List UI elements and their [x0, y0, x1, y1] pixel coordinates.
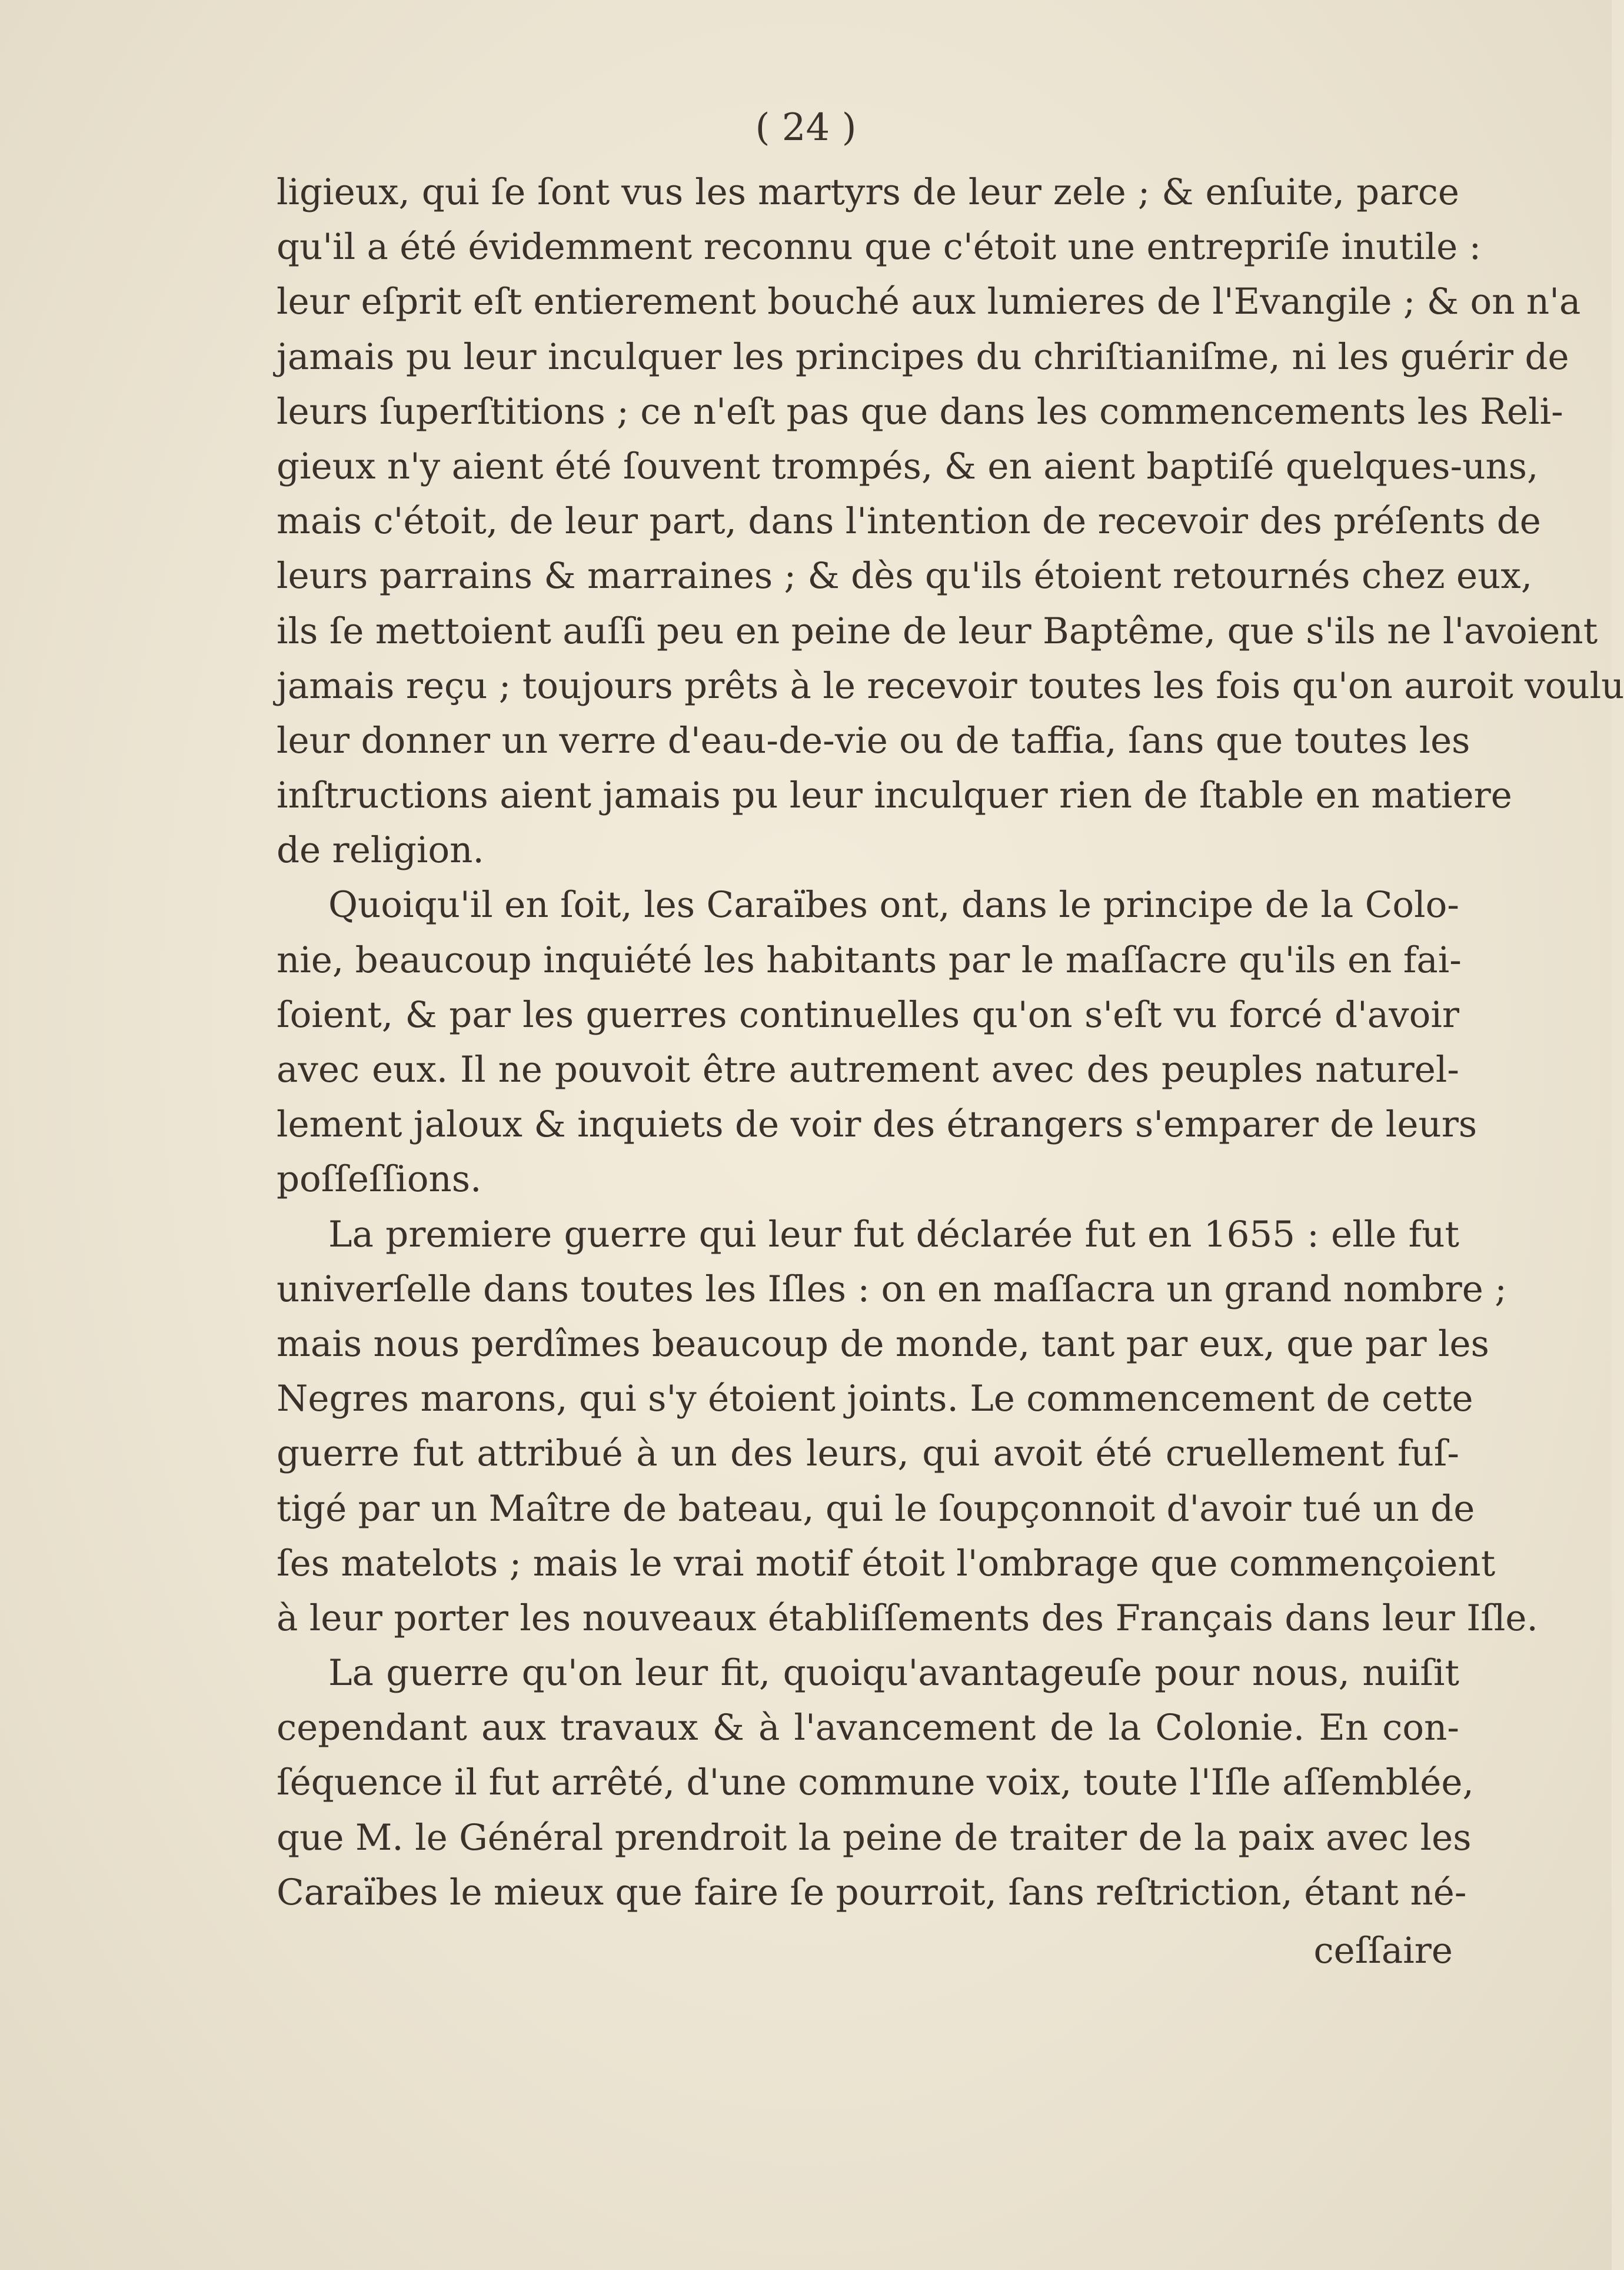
- text-line: inſtructions aient jamais pu leur inculquer rien de ſtable en matiere: [277, 775, 1512, 817]
- text-line: tigé par un Maître de bateau, qui le ſoupçonnoit d'avoir tué un de: [277, 1487, 1475, 1530]
- text-line: gieux n'y aient été ſouvent trompés, & en aient baptiſé quelques-uns,: [277, 445, 1539, 487]
- text-line: ſes matelots ; mais le vrai motif étoit l'ombrage que commençoient: [277, 1542, 1496, 1584]
- text-line: cependant aux travaux & à l'avancement de la Colonie. En con-: [277, 1707, 1459, 1749]
- text-line: univerſelle dans toutes les Iſles : on en maſſacra un grand nombre ;: [277, 1268, 1507, 1310]
- catchword: ceſſaire: [1313, 1930, 1453, 1972]
- text-line: mais nous perdîmes beaucoup de monde, tant par eux, que par les: [277, 1322, 1489, 1365]
- body-text: [277, 165, 1624, 1920]
- text-line: mais c'étoit, de leur part, dans l'intention de recevoir des préſents de: [277, 500, 1541, 543]
- text-line: guerre fut attribué à un des leurs, qui avoit été cruellement fuſ-: [277, 1433, 1459, 1475]
- text-line: ſéquence il fut arrêté, d'une commune voix, toute l'Iſle aſſemblée,: [277, 1762, 1474, 1804]
- text-line: leur eſprit eſt entierement bouché aux lumieres de l'Evangile ; & on n'a: [277, 281, 1581, 323]
- text-line: Quoiqu'il en ſoit, les Caraïbes ont, dans le principe de la Colo-: [328, 884, 1459, 926]
- text-line: La guerre qu'on leur fit, quoiqu'avantageuſe pour nous, nuiſit: [328, 1652, 1459, 1694]
- text-line: leur donner un verre d'eau-de-vie ou de taffia, ſans que toutes les: [277, 719, 1470, 762]
- paragraph: [277, 1207, 1538, 1646]
- text-line: poſſeſſions.: [277, 1158, 482, 1201]
- text-line: de religion.: [277, 829, 484, 872]
- text-line: jamais reçu ; toujours prêts à le recevoir toutes les fois qu'on auroit voulu: [277, 664, 1624, 707]
- text-line: La premiere guerre qui leur fut déclarée fut en 1655 : elle fut: [328, 1213, 1459, 1255]
- text-line: lement jaloux & inquiets de voir des étrangers s'emparer de leurs: [277, 1104, 1477, 1146]
- text-line: que M. le Général prendroit la peine de traiter de la paix avec les: [277, 1816, 1472, 1859]
- text-line: nie, beaucoup inquiété les habitants par le maſſacre qu'ils en fai-: [277, 939, 1462, 981]
- text-line: qu'il a été évidemment reconnu que c'étoit une entrepriſe inutile :: [277, 226, 1482, 268]
- text-line: ils ſe mettoient auſſi peu en peine de leur Baptême, que s'ils ne l'avoient: [277, 610, 1598, 652]
- text-line: leurs parrains & marraines ; & dès qu'ils étoient retournés chez eux,: [277, 555, 1533, 597]
- text-line: ſoient, & par les guerres continuelles qu'on s'eſt vu forcé d'avoir: [277, 993, 1459, 1036]
- paragraph: [277, 1646, 1474, 1920]
- text-line: jamais pu leur inculquer les principes du chriſtianiſme, ni les guérir de: [277, 335, 1569, 378]
- page-number: ( 24 ): [755, 106, 857, 149]
- text-line: avec eux. Il ne pouvoit être autrement avec des peuples naturel-: [277, 1049, 1459, 1091]
- text-line: ligieux, qui ſe ſont vus les martyrs de leur zele ; & enſuite, parce: [277, 171, 1459, 213]
- text-line: Negres marons, qui s'y étoient joints. Le commencement de cette: [277, 1378, 1473, 1420]
- text-line: Caraïbes le mieux que faire ſe pourroit, ſans reſtriction, étant né-: [277, 1871, 1467, 1913]
- text-line: à leur porter les nouveaux établiſſements des Français dans leur Iſle.: [277, 1597, 1538, 1639]
- paragraph: [277, 878, 1477, 1207]
- text-line: leurs ſuperſtitions ; ce n'eſt pas que dans les commencements les Reli-: [277, 390, 1563, 433]
- paragraph: [277, 165, 1624, 878]
